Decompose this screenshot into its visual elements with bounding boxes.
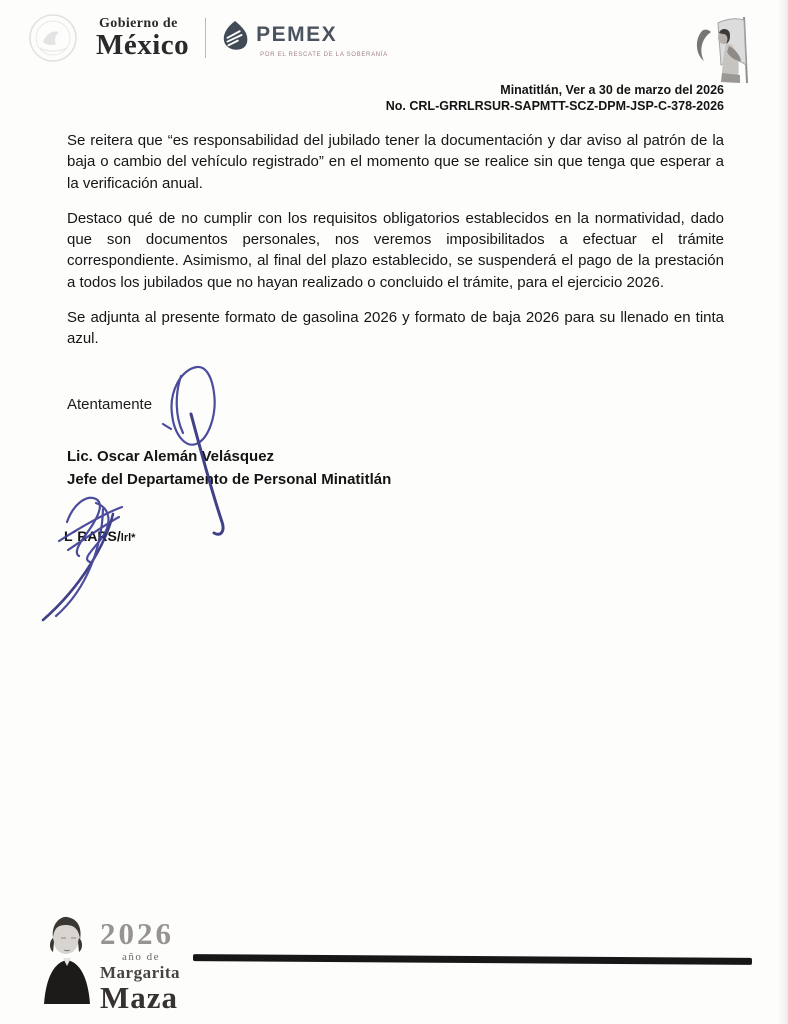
woman-with-flag-emblem-icon — [688, 13, 762, 87]
pemex-wordmark: PEMEX — [256, 22, 338, 46]
header-divider — [205, 18, 206, 58]
letter-meta — [386, 82, 724, 115]
signer-name: Lic. Oscar Alemán Velásquez — [67, 448, 275, 465]
pemex-tagline: POR EL RESCATE DE LA SOBERANÍA — [260, 51, 388, 58]
footer-caption-2: Margarita — [100, 963, 181, 982]
header-logos — [26, 12, 388, 64]
dateline: Minatitlán, Ver a 30 de marzo del 2026 — [500, 83, 724, 97]
footer-rule-bar — [193, 954, 752, 965]
paragraph-1: Se reitera que “es responsabilidad del jubilado tener la documentación y dar aviso al patrón de la baja o cambio del vehículo registrado” en el momento que se realice sin que tenga que esperar a la verificación anual. — [67, 132, 724, 192]
margarita-maza-portrait — [36, 912, 98, 1006]
footer-caption-3: Maza — [100, 980, 179, 1015]
gobierno-line2: México — [96, 29, 190, 62]
pemex-logo — [220, 19, 388, 58]
initials-small: lrl* — [120, 532, 136, 544]
signer-title: Jefe del Departamento de Personal Minatitlán — [67, 470, 392, 488]
year-of-margarita-maza — [100, 918, 180, 1013]
initials-main: L´RARS/ — [64, 528, 121, 544]
reference-number: No. CRL-GRRLRSUR-SAPMTT-SCZ-DPM-JSP-C-378-2026 — [385, 99, 724, 114]
letter-body — [67, 130, 724, 364]
pemex-eagle-icon — [220, 19, 250, 51]
gobierno-de-mexico-logo — [96, 16, 189, 60]
paragraph-3: Se adjunta al presente formato de gasolina 2026 y formato de baja 2026 para su llenado en tinta azul. — [67, 309, 724, 348]
closing-salutation: Atentamente — [67, 396, 153, 413]
footer-caption-1: año de — [122, 951, 161, 963]
typist-initials — [64, 528, 135, 546]
gobierno-line1: Gobierno de — [99, 16, 178, 32]
footer-year: 2026 — [100, 916, 174, 951]
paragraph-2: Destaco qué de no cumplir con los requisitos obligatorios establecidos en la normatividad, dado que son documentos personales, nos veremos imposibilitados a efectuar el trámite correspondiente. Asimismo, al final del plazo establecido, se suspenderá el pago de la prestación a todos los jubilados que no hayan realizado o concluido el trámite, para el ejercicio 2026. — [67, 209, 724, 291]
signer-block — [67, 446, 391, 491]
mexico-seal-icon — [26, 12, 92, 64]
